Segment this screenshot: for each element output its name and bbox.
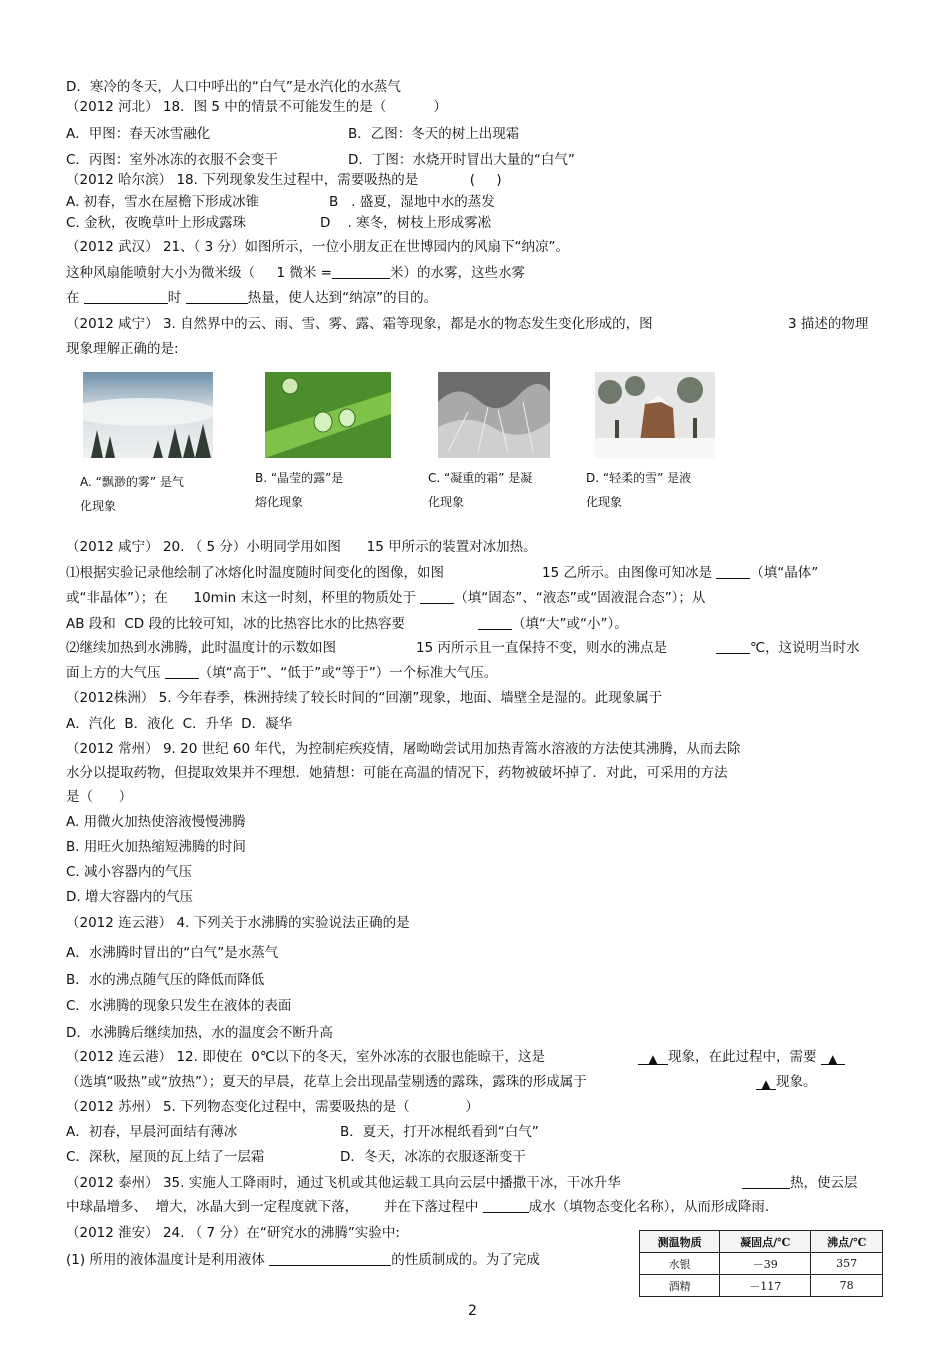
options-zhuzhou: A．汽化 B．液化 C．升华 D．凝华 <box>66 716 293 732</box>
question-wuhan-21-line3: 在 时 热量，使人达到“纳凉”的目的。 <box>66 290 438 306</box>
snow-photo <box>595 372 715 458</box>
question-lianyungang-12: （2012 连云港） 12. 即使在 0℃以下的冬天，室外冰冻的衣服也能晾干，这是 ▲ 现象，在此过程中，需要 ▲ <box>66 1048 545 1066</box>
question-changzhou-9: （2012 常州） 9. 20 世纪 60 年代，为控制疟疾疫情，屠呦呦尝试用加热青篙水溶液的方法使其沸腾，从而去除 <box>66 741 741 757</box>
option-c: C. 减小容器内的气压 <box>66 864 193 880</box>
option-a: A．水沸腾时冒出的“白气”是水蒸气 <box>66 945 279 961</box>
table-header-cell: 凝固点/℃ <box>720 1231 811 1253</box>
option-b: B. 用旺火加热缩短沸腾的时间 <box>66 839 246 855</box>
options-cd: C．深秋，屋顶的瓦上结了一层霜 D．冬天，冰冻的衣服逐渐变干 <box>66 1149 526 1165</box>
table-header-cell: 沸点/℃ <box>811 1231 883 1253</box>
question-changzhou-9-line3: 是（ ） <box>66 789 133 805</box>
thermometric-substance-table <box>639 1230 883 1297</box>
option-d: D. 增大容器内的气压 <box>66 889 193 905</box>
question-wuhan-21: （2012 武汉） 21、（ 3 分）如图所示，一位小朋友正在世博园内的风扇下“纳凉”。 <box>66 239 570 255</box>
dew-photo <box>265 372 391 458</box>
answer-placeholder-icon: ▲ <box>828 1052 838 1066</box>
option-d: D．水沸腾后继续加热，水的温度会不断升高 <box>66 1025 333 1041</box>
question-lianyungang-4: （2012 连云港） 4. 下列关于水沸腾的实验说法正确的是 <box>66 915 410 931</box>
caption-a: A. “飘渺的雾” 是气 化现象 <box>80 475 184 513</box>
table-row <box>640 1275 883 1297</box>
table-cell: 357 <box>811 1253 883 1275</box>
option-b: B．水的沸点随气压的降低而降低 <box>66 972 265 988</box>
question-xianning-3: （2012 咸宁） 3. 自然界中的云、雨、雪、雾、露、霜等现象，都是水的物态发生变化形成的，图 3 描述的物理 <box>66 316 869 332</box>
options-cd: C．丙图：室外冰冻的衣服不会变干 D．丁图：水烧开时冒出大量的“白气” <box>66 152 575 168</box>
answer-placeholder-icon: ▲ <box>761 1077 771 1091</box>
option-c: C．水沸腾的现象只发生在液体的表面 <box>66 998 292 1014</box>
question-taizhou-35: （2012 泰州） 35. 实施人工降雨时，通过飞机或其他运载工具向云层中播撒干冰，干冰升华 热，使云层 <box>66 1175 858 1191</box>
question-huaian-24: （2012 淮安） 24. （ 7 分）在“研究水的沸腾”实验中: <box>66 1225 400 1241</box>
table-row <box>640 1253 883 1275</box>
page-number: 2 <box>468 1303 477 1319</box>
answer-placeholder-icon: ▲ <box>648 1052 658 1066</box>
question-changzhou-9-line2: 水分以提取药物，但提取效果并不理想．她猜想：可能在高温的情况下，药物被破坏掉了．对此，可采用的方法 <box>66 765 728 781</box>
question-zhuzhou-5: （2012株洲） 5. 今年春季，株洲持续了较长时间的“回潮”现象，地面、墙壁全是湿的。此现象属于 <box>66 690 663 706</box>
table-header-row <box>640 1231 883 1253</box>
caption-c: C. “凝重的霜” 是凝 化现象 <box>428 471 533 509</box>
caption-d: D. “轻柔的雪” 是液 化现象 <box>586 471 692 509</box>
question-xianning-20-line2: 或“非晶体”）；在 10min 末这一时刻，杯里的物质处于 （填“固态”、“液态”或“固液混合态”）；从 <box>66 590 706 606</box>
question-lianyungang-12-line2: （选填“吸热”或“放热”）；夏天的早晨，花草上会出现晶莹剔透的露珠，露珠的形成属于 ▲ 现象。 <box>66 1074 817 1091</box>
caption-b: B. “晶莹的露”是 熔化现象 <box>255 471 344 509</box>
table-header-cell: 测温物质 <box>640 1231 720 1253</box>
table-cell: 水银 <box>640 1253 720 1275</box>
question-xianning-20-part1: ⑴根据实验记录他绘制了冰熔化时温度随时间变化的图像，如图 15 乙所示。由图像可知冰是 （填“晶体” <box>66 565 819 581</box>
table-cell: －117 <box>720 1275 811 1297</box>
line-d-option: D．寒冷的冬天，人口中呼出的“白气”是水汽化的水蒸气 <box>66 79 401 95</box>
question-hebei-18: （2012 河北） 18．图 5 中的情景不可能发生的是（ ） <box>66 99 447 115</box>
fog-photo <box>83 372 213 458</box>
question-xianning-20-line3: AB 段和 CD 段的比较可知，冰的比热容比水的比热容要 （填“大”或“小”）。 <box>66 616 628 632</box>
question-harbin-18: （2012 哈尔滨） 18. 下列现象发生过程中，需要吸热的是 ( ) <box>66 172 502 188</box>
option-a: A. 用微火加热使溶液慢慢沸腾 <box>66 814 246 830</box>
question-huaian-24-part1: (1) 所用的液体温度计是利用液体 的性质制成的。为了完成 <box>66 1252 540 1268</box>
question-wuhan-21-line2: 这种风扇能喷射大小为微米级（ 1 微米 = 米）的水雾，这些水雾 <box>66 265 525 281</box>
options-cd: C. 金秋，夜晚草叶上形成露珠 D . 寒冬，树枝上形成雾凇 <box>66 215 492 231</box>
question-suzhou-5: （2012 苏州） 5. 下列物态变化过程中，需要吸热的是（ ） <box>66 1099 479 1115</box>
table-cell: 酒精 <box>640 1275 720 1297</box>
question-xianning-20-line5: 面上方的大气压 （填“高于”、“低于”或“等于”）一个标准大气压。 <box>66 665 498 681</box>
options-ab: A. 初春，雪水在屋檐下形成冰锥 B . 盛夏，湿地中水的蒸发 <box>66 194 495 210</box>
table-cell: －39 <box>720 1253 811 1275</box>
question-xianning-20-part2: ⑵继续加热到水沸腾，此时温度计的示数如图 15 丙所示且一直保持不变，则水的沸点是 ℃，这说明当时水 <box>66 640 860 656</box>
table-cell: 78 <box>811 1275 883 1297</box>
options-ab: A．初春，早晨河面结有薄冰 B．夏天，打开冰棍纸看到“白气” <box>66 1124 539 1140</box>
options-ab: A．甲图：春天冰雪融化 B．乙图：冬天的树上出现霜 <box>66 126 520 142</box>
question-taizhou-35-line2: 中球晶增多、 增大，冰晶大到一定程度就下落， 并在下落过程中 成水（填物态变化名称），从而形成降雨. <box>66 1199 770 1215</box>
question-xianning-20: （2012 咸宁） 20. （ 5 分）小明同学用如图 15 甲所示的装置对冰加热。 <box>66 539 537 555</box>
frost-photo <box>438 372 550 458</box>
question-xianning-3-line2: 现象理解正确的是: <box>66 341 179 357</box>
